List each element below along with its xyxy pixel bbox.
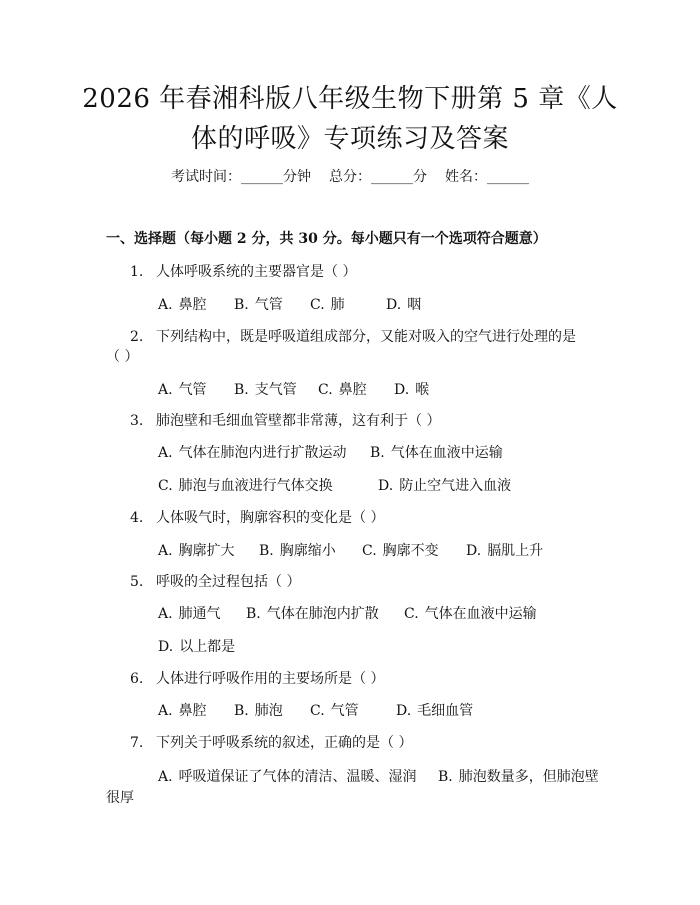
option-b: B. 气体在血液中运输 [370, 445, 503, 461]
option-b: B. 肺泡数量多，但肺泡壁 [438, 769, 599, 785]
question-7-options [158, 767, 599, 787]
question-2-options [158, 380, 429, 400]
question-text: 肺泡壁和毛细血管壁都非常薄，这有利于（ ） [156, 413, 441, 429]
option-a: A. 鼻腔 [158, 703, 207, 719]
question-text: 下列关于呼吸系统的叙述，正确的是（ ） [156, 735, 413, 751]
exam-time-field: 考试时间：______分钟 [171, 169, 311, 185]
option-c: C. 气管 [310, 703, 359, 719]
question-text: 下列结构中，既是呼吸道组成部分，又能对吸入的空气进行处理的是 [156, 329, 576, 345]
option-d: D. 以上都是 [158, 639, 236, 655]
option-b: B. 气体在肺泡内扩散 [246, 606, 379, 622]
option-a: A. 胸廓扩大 [158, 543, 235, 559]
option-d: D. 膈肌上升 [466, 543, 544, 559]
question-3-stem [106, 411, 596, 431]
document-title-line-1: 2026 年春湘科版八年级生物下册第 5 章《人 [82, 84, 618, 114]
question-5-stem [106, 572, 596, 592]
option-a: A. 鼻腔 [158, 297, 207, 313]
section-heading: 一、选择题（每小题 2 分，共 30 分。每小题只有一个选项符合题意） [106, 231, 547, 247]
option-c: C. 胸廓不变 [362, 543, 439, 559]
option-c: C. 肺 [310, 297, 345, 313]
question-4-stem [106, 508, 596, 528]
total-score-field: 总分：______分 [329, 169, 427, 185]
question-5-options-row-2 [158, 637, 235, 657]
question-number: 5. [130, 574, 144, 590]
option-b: B. 气管 [234, 297, 283, 313]
question-2-stem [106, 327, 606, 347]
question-number: 4. [130, 510, 144, 526]
option-b: B. 支气管 [234, 382, 297, 398]
option-a: A. 气管 [158, 382, 207, 398]
question-3-options-row-1 [158, 443, 503, 463]
option-b: B. 胸廓缩小 [259, 543, 336, 559]
question-number: 1. [130, 264, 144, 280]
option-d: D. 毛细血管 [396, 703, 474, 719]
option-d: D. 咽 [386, 297, 422, 313]
option-a: A. 呼吸道保证了气体的清洁、温暖、湿润 [158, 769, 417, 785]
question-text: 人体呼吸系统的主要器官是（ ） [156, 264, 357, 280]
name-field: 姓名：______ [445, 169, 529, 185]
option-c: C. 鼻腔 [318, 382, 367, 398]
question-text: 人体进行呼吸作用的主要场所是（ ） [156, 671, 385, 687]
option-b: B. 肺泡 [234, 703, 283, 719]
option-a: A. 肺通气 [158, 606, 221, 622]
question-number: 2. [130, 329, 144, 345]
question-3-options-row-2 [158, 476, 511, 496]
question-text: 呼吸的全过程包括（ ） [156, 574, 301, 590]
question-number: 3. [130, 413, 144, 429]
question-number: 7. [130, 735, 144, 751]
question-1-stem [106, 262, 596, 282]
question-2-stem-wrap: （ ） [106, 349, 139, 365]
question-number: 6. [130, 671, 144, 687]
option-d: D. 喉 [394, 382, 430, 398]
exam-meta [0, 167, 700, 187]
question-7-stem [106, 733, 596, 753]
question-4-options [158, 541, 543, 561]
question-6-options [158, 701, 473, 721]
option-c: C. 肺泡与血液进行气体交换 [158, 478, 333, 494]
question-1-options [158, 295, 421, 315]
option-c: C. 气体在血液中运输 [404, 606, 537, 622]
document-title-line-2: 体的呼吸》专项练习及答案 [190, 124, 509, 154]
question-text: 人体吸气时，胸廓容积的变化是（ ） [156, 510, 385, 526]
option-a: A. 气体在肺泡内进行扩散运动 [158, 445, 347, 461]
question-7-options-wrap: 很厚 [106, 790, 134, 806]
option-d: D. 防止空气进入血液 [378, 478, 512, 494]
question-6-stem [106, 669, 596, 689]
question-5-options-row-1 [158, 604, 537, 624]
